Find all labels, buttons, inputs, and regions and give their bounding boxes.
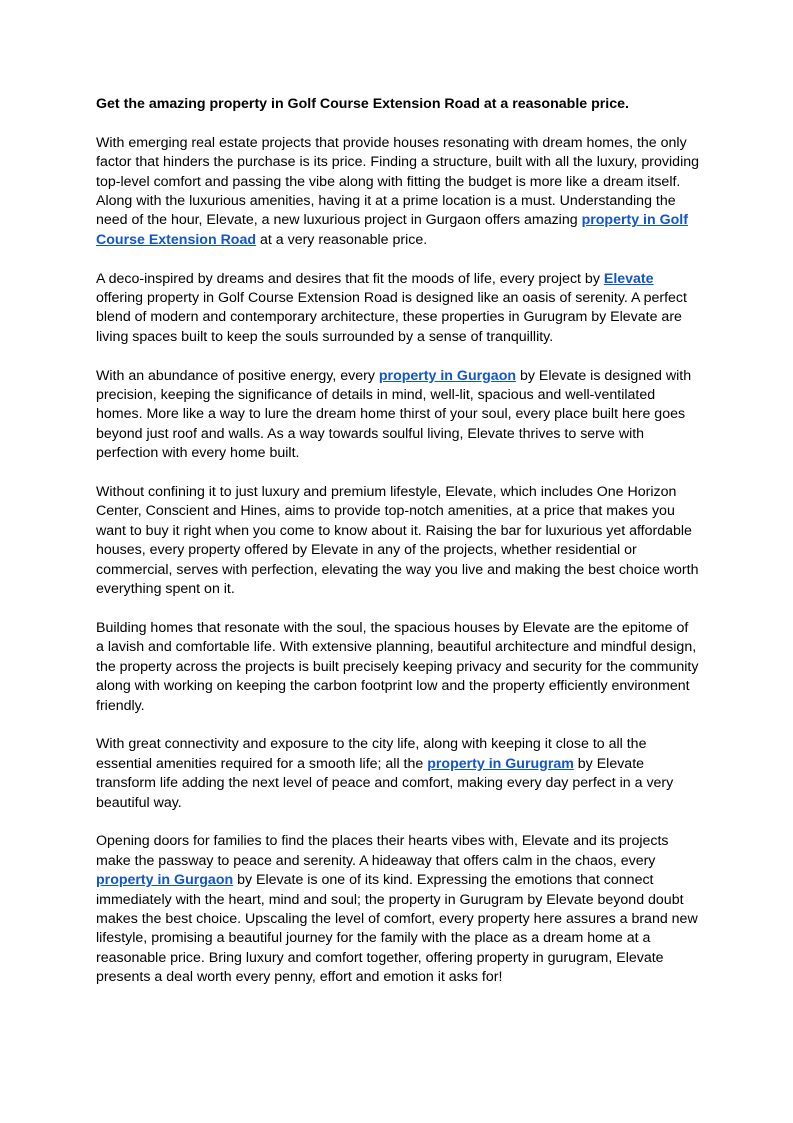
document-page <box>96 95 700 1007</box>
document-title: Get the amazing property in Golf Course Extension Road at a reasonable price. <box>96 96 629 112</box>
link-property-in-gurgaon[interactable]: property in Gurgaon <box>378 367 517 384</box>
paragraph-positive-energy <box>96 367 700 464</box>
paragraph-without-confining: Without confining it to just luxury and premium lifestyle, Elevate, which includes One Horizon Center, Conscient and Hines, aims to provide top-notch amenities, at a price that makes you want to buy it right when you come to know about it. Raising the bar for luxurious yet affordable houses, every property offered by Elevate in any of the projects, whether residential or commercial, serves with perfection, elevating the way you live and making the best choice worth everything spent on it. <box>96 484 699 598</box>
paragraph-text: With emerging real estate projects that provide houses resonating with dream homes, the only factor that hinders the purchase is its price. Finding a structure, built with all the luxury, providing top-level comfort and passing the vibe along with fitting the budget is more like a dream itself. Along with the luxurious amenities, having it at a prime location is a must. Understanding the need of the hour, Elevate, a new luxurious project in Gurgaon offers amazing <box>96 134 699 229</box>
link-property-golf-course-extension-road[interactable]: property in Golf Course Extension Road <box>96 212 688 248</box>
paragraph-text: A deco-inspired by dreams and desires that fit the moods of life, every project by <box>96 270 604 287</box>
link-property-in-gurugram[interactable]: property in Gurugram <box>427 755 574 772</box>
paragraph-connectivity <box>96 735 700 813</box>
paragraph-intro <box>96 134 700 250</box>
paragraph-text: offering property in Golf Course Extension Road is designed like an oasis of serenity. A perfect blend of modern and contemporary architecture, these properties in Gurugram by Elevate are living spaces built to keep the souls surrounded by a sense of tranquillity. <box>96 290 687 345</box>
paragraph-text: With an abundance of positive energy, every <box>96 367 379 384</box>
link-property-in-gurgaon-2[interactable]: property in Gurgaon <box>96 872 234 889</box>
link-elevate[interactable]: Elevate <box>603 270 654 287</box>
paragraph-text: by Elevate is one of its kind. Expressing the emotions that connect immediately with the heart, mind and soul; the property in Gurugram by Elevate beyond doubt makes the best choice. Upscaling the level of comfort, every property here assures a brand new lifestyle, promising a beautiful journey for the family with the place as a dream home at a reasonable price. Bring luxury and comfort together, offering property in gurugram, Elevate presents a deal worth every penny, effort and emotion it asks for! <box>96 872 698 986</box>
paragraph-text: by Elevate transform life adding the next level of peace and comfort, making every day perfect in a very beautiful way. <box>96 755 674 811</box>
paragraph-deco-inspired <box>96 270 700 348</box>
paragraph-text: by Elevate is designed with precision, keeping the significance of details in mind, well-lit, spacious and well-ventilated homes. More like a way to lure the dream home thirst of your soul, every place built here goes beyond just roof and walls. As a way towards soulful living, Elevate thrives to serve with perfection with every home built. <box>96 367 692 462</box>
paragraph-text: With great connectivity and exposure to the city life, along with keeping it close to all the essential amenities required for a smooth life; all the <box>96 736 647 772</box>
paragraph-text: at a very reasonable price. <box>256 231 428 248</box>
paragraph-opening-doors <box>96 832 700 987</box>
paragraph-text: Opening doors for families to find the places their hearts vibes with, Elevate and its projects make the passway to peace and serenity. A hideaway that offers calm in the chaos, every <box>96 833 669 869</box>
paragraph-building-homes: Building homes that resonate with the soul, the spacious houses by Elevate are the epitome of a lavish and comfortable life. With extensive planning, beautiful architecture and mindful design, the property across the projects is built precisely keeping privacy and security for the community along with working on keeping the carbon footprint low and the property efficiently environment friendly. <box>96 619 699 714</box>
